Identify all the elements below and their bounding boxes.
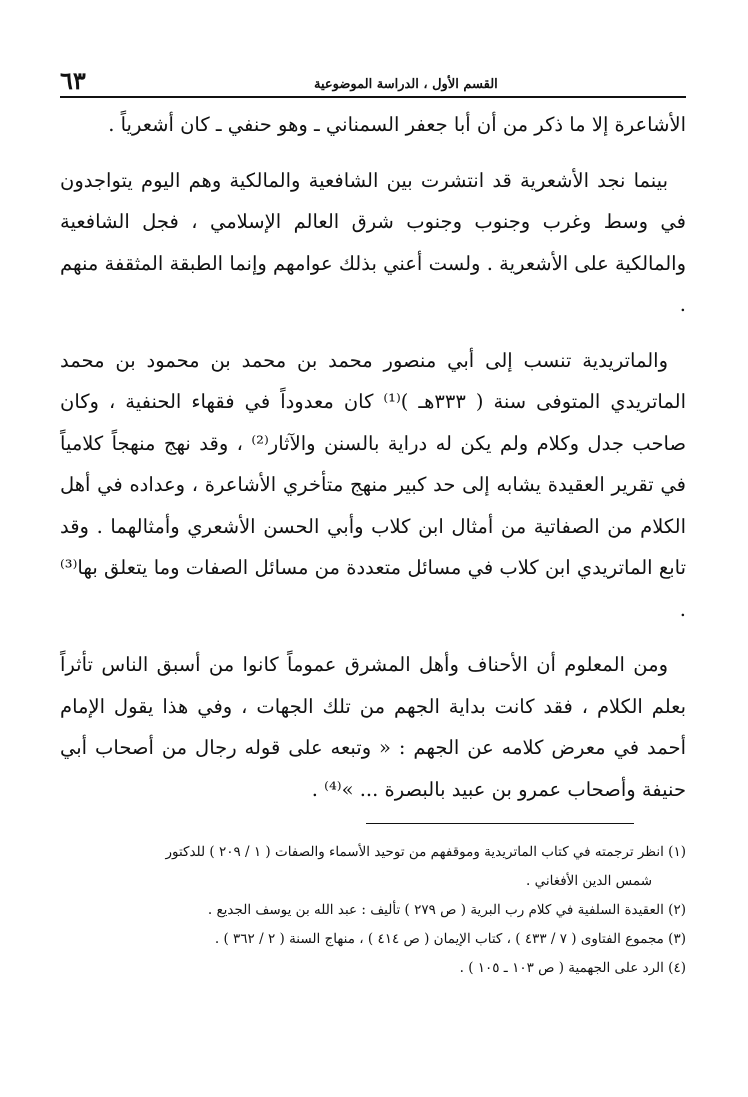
running-title: القسم الأول ، الدراسة الموضوعية [313,77,498,92]
paragraph-4: ومن المعلوم أن الأحناف وأهل المشرق عموماً كانوا من أسبق الناس تأثراً بعلم الكلام ، فقد كانت بداية الجهم من تلك الجهات ، وفي هذا يقول الإمام أحمد في معرض كلامه عن الجهم : « وتبعه على قوله رجال من أصحاب أبي حنيفة وأصحاب عمرو بن عبيد بالبصرة ... »⁽⁴⁾ . [60,653,686,801]
paragraph-1: الأشاعرة إلا ما ذكر من أن أبا جعفر السمناني ـ وهو حنفي ـ كان أشعرياً . [108,113,686,136]
footnote-separator [366,823,634,824]
page-number: ٦٣ [60,66,86,95]
footnotes [60,838,686,983]
footnote-4: (٤) الرد على الجهمية ( ص ١٠٣ ـ ١٠٥ ) . [459,960,686,976]
main-text [60,104,686,824]
paragraph-3: والماتريدية تنسب إلى أبي منصور محمد بن محمد بن محمود بن محمد الماتريدي المتوفى سنة ( ٣٣٣هـ )⁽¹⁾ كان معدوداً في فقهاء الحنفية ، وكان صاحب جدل وكلام ولم يكن له دراية بالسنن والآثار⁽²⁾ ، وقد نهج منهجاً كلامياً في تقرير العقيدة يشابه إلى حد كبير منهج متأخري الأشاعرة ، وعداده في أهل الكلام من الصفاتية من أمثال ابن كلاب وأبي الحسن الأشعري وأمثالهما . وقد تابع الماتريدي ابن كلاب في مسائل متعددة من مسائل الصفات وما يتعلق بها⁽³⁾ . [60,348,687,621]
footnote-3: (٣) مجموع الفتاوى ( ٧ / ٤٣٣ ) ، كتاب الإيمان ( ص ٤١٤ ) ، منهاج السنة ( ٢ / ٣٦٢ ) . [214,931,686,947]
footnote-1: (١) انظر ترجمته في كتاب الماتريدية وموقفهم من توحيد الأسماء والصفات ( ١ / ٢٠٩ ) للدكتور [165,844,686,860]
footnote-2: (٢) العقيدة السلفية في كلام رب البرية ( ص ٢٧٩ ) تأليف : عبد الله بن يوسف الجديع . [207,902,686,918]
page-header [60,62,686,98]
paragraph-2: بينما نجد الأشعرية قد انتشرت بين الشافعية والمالكية وهم اليوم يتواجدون في وسط وغرب وجنوب وجنوب شرق العالم الإسلامي ، فجل الشافعية والمالكية على الأشعرية . ولست أعني بذلك عوامهم وإنما الطبقة المثقفة منهم . [60,168,686,316]
footnote-1-continuation: شمس الدين الأفغاني . [525,873,652,889]
